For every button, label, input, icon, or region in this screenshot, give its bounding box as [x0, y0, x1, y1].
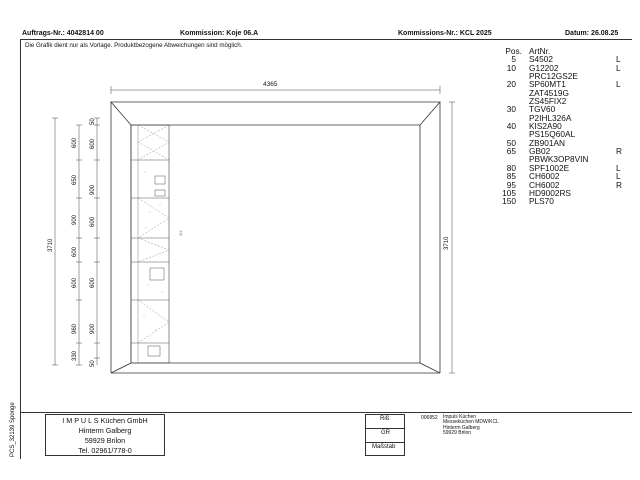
parts-row-pos: 10 — [506, 62, 516, 73]
parts-list — [498, 47, 628, 206]
company-name: I M P U L S Küchen GmbH — [62, 416, 148, 425]
company-phone: Tel. 02961/778-0 — [78, 446, 132, 455]
label-gr: GR — [381, 430, 390, 436]
footer-top-rule — [20, 412, 632, 413]
parts-row — [498, 114, 628, 122]
parts-row-side: L — [616, 171, 621, 182]
commission-number: Kommissions-Nr.: KCL 2025 — [398, 30, 492, 37]
dim-col1-7: 330 — [72, 350, 78, 361]
pos-header: Pos. — [505, 46, 522, 56]
parts-row — [498, 139, 628, 147]
info-code: 006852 — [421, 415, 438, 421]
parts-rows — [498, 55, 628, 205]
parts-row — [498, 189, 628, 197]
commission: Kommission: Koje 06.A — [180, 30, 259, 37]
parts-list-header — [498, 47, 628, 55]
parts-row-art: TGV60 — [529, 104, 556, 115]
parts-row-pos: 85 — [506, 171, 516, 182]
parts-row-art: CH6002 — [529, 171, 560, 182]
parts-row-art: KIS2A90 — [529, 121, 562, 132]
parts-row-pos: 50 — [506, 137, 516, 148]
dim-col2-2: 600 — [90, 138, 96, 149]
dim-col1-5: 600 — [72, 277, 78, 288]
info-line-1: Impuls Küchen — [443, 414, 477, 420]
artnr-header: ArtNr. — [529, 46, 551, 56]
parts-row-art: PS15Q60AL — [529, 129, 576, 140]
company-street: Hinterm Galberg — [78, 426, 132, 435]
parts-row — [498, 164, 628, 172]
info-block — [443, 415, 499, 437]
parts-row-side: R — [616, 179, 622, 190]
height-dimension-left: 3710 — [48, 238, 54, 252]
parts-row-pos: 40 — [506, 121, 516, 132]
company-block — [45, 414, 165, 456]
parts-row — [498, 172, 628, 180]
dim-col2-4: 600 — [90, 216, 96, 227]
date: Datum: 26.08.25 — [565, 30, 619, 37]
parts-row — [498, 55, 628, 63]
dim-col1-6: 960 — [72, 323, 78, 334]
parts-row-art: SP60MT1 — [529, 79, 566, 90]
dim-col1-1: 600 — [72, 137, 78, 148]
parts-row-art: ZS45FIX2 — [529, 96, 567, 107]
info-line-2: Messeküchen MDW/KCL — [443, 419, 499, 426]
dim-col1-4: 600 — [72, 246, 78, 257]
parts-row-pos: 30 — [506, 104, 516, 115]
parts-row-side: L — [616, 54, 621, 65]
width-dimension: 4365 — [263, 81, 278, 88]
parts-row-art: SPF1002E — [529, 162, 570, 173]
parts-row-pos: 80 — [506, 162, 516, 173]
parts-row-art: PRC12GS2E — [529, 71, 578, 82]
height-dimension-right: 3710 — [444, 236, 450, 250]
parts-row-art: ZAT4519G — [529, 87, 569, 98]
dim-col2-3: 900 — [90, 184, 96, 195]
parts-row — [498, 197, 628, 205]
parts-row-art: HD9002RS — [529, 187, 571, 198]
label-riss: Riß — [380, 416, 390, 422]
parts-row-pos: 5 — [511, 54, 516, 65]
parts-row-art: PLS70 — [529, 196, 554, 207]
dim-col2-7: 50 — [90, 360, 96, 367]
disclaimer-note: Die Grafik dient nur als Vorlage. Produktbezogene Abweichungen sind möglich. — [25, 42, 243, 49]
dim-col2-1: 50 — [90, 118, 96, 125]
dim-col2-5: 600 — [90, 277, 96, 288]
parts-row-art: P2IHL326A — [529, 112, 572, 123]
parts-row-art: ZB901AN — [529, 137, 565, 148]
side-label: PCS_32139 Sponge — [10, 402, 16, 457]
labels-divider-1 — [365, 428, 405, 429]
parts-row-side: L — [616, 162, 621, 173]
parts-row-art: GB02 — [529, 146, 551, 157]
parts-row-pos: 95 — [506, 179, 516, 190]
parts-row-pos: 105 — [502, 187, 516, 198]
parts-row-art: S4502 — [529, 54, 553, 65]
parts-row-pos: 65 — [506, 146, 516, 157]
parts-row-side: L — [616, 79, 621, 90]
dim-col1-3: 900 — [72, 214, 78, 225]
info-line-4: 59929 Brilon — [443, 430, 472, 437]
label-massstab: Maßstab — [372, 444, 396, 450]
small-annotation: 3/4 — [178, 230, 183, 236]
parts-row-pos: 150 — [502, 196, 516, 207]
labels-divider-2 — [365, 442, 405, 443]
parts-row — [498, 97, 628, 105]
parts-row-pos: 20 — [506, 79, 516, 90]
info-line-3: Hinterm Galberg — [443, 424, 480, 431]
dim-col2-6: 900 — [90, 323, 96, 334]
company-city: 59929 Brilon — [84, 436, 126, 445]
parts-row-side: L — [616, 62, 621, 73]
parts-row-side: R — [616, 146, 622, 157]
parts-row-art: G12202 — [529, 62, 559, 73]
dim-col1-2: 650 — [72, 174, 78, 185]
parts-row-art: PBWK3OP8VIN — [529, 154, 589, 165]
parts-row-art: CH6002 — [529, 179, 560, 190]
order-number: Auftrags-Nr.: 4042814 00 — [22, 30, 104, 37]
